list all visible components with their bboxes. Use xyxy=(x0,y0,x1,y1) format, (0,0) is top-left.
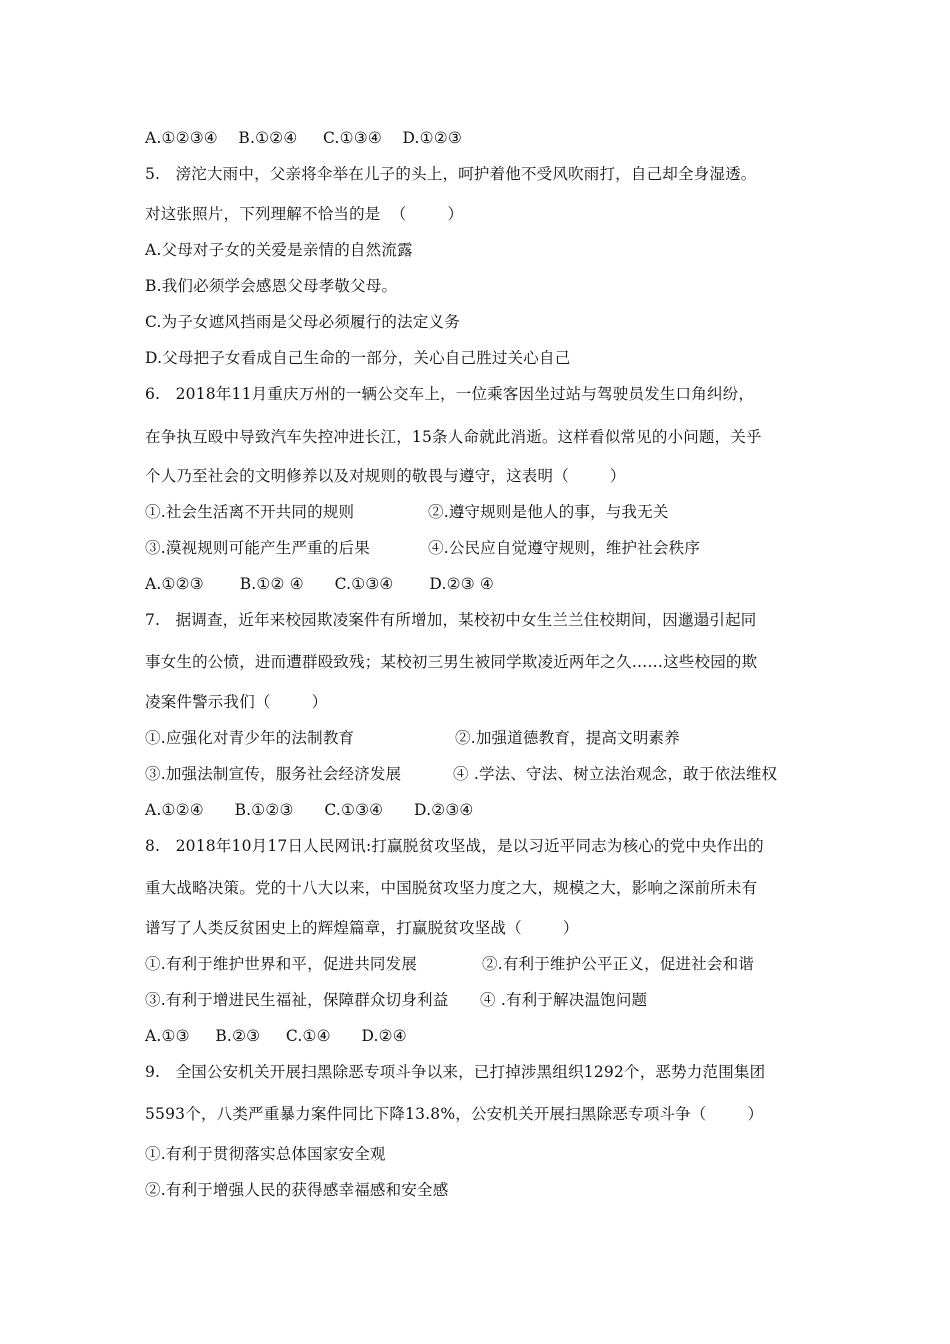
q6-item-2: ②.遵守规则是他人的事，与我无关 xyxy=(428,503,669,521)
q8-item-2: ②.有利于维护公平正义，促进社会和谐 xyxy=(482,955,755,973)
q6-stem-line3: 个人乃至社会的文明修养以及对规则的敬畏与遵守，这表明（ ） xyxy=(145,467,626,485)
q7-stem-line1: 7. 据调查，近年来校园欺凌案件有所增加，某校初中女生兰兰住校期间，因邋遢引起同 xyxy=(145,611,757,629)
q5-option-c: C.为子女遮风挡雨是父母必须履行的法定义务 xyxy=(145,313,460,331)
q5-option-b: B.我们必须学会感恩父母孝敬父母。 xyxy=(145,277,398,295)
q7-item-1: ①.应强化对青少年的法制教育 xyxy=(145,729,355,747)
q6-stem-line1: 6. 2018年11月重庆万州的一辆公交车上，一位乘客因坐过站与驾驶员发生口角纠纷， xyxy=(145,385,755,403)
q6-item-1: ①.社会生活离不开共同的规则 xyxy=(145,503,355,521)
q4-options: A.①②③④ B.①②④ C.①③④ D.①②③ xyxy=(145,129,462,147)
q6-options: A.①②③ B.①② ④ C.①③④ D.②③ ④ xyxy=(145,575,495,593)
q6-item-3: ③.漠视规则可能产生严重的后果 xyxy=(145,539,370,557)
q7-stem-line2: 事女生的公愤，进而遭群殴致残；某校初三男生被同学欺凌近两年之久……这些校园的欺 xyxy=(145,653,758,671)
q9-stem-line1: 9. 全国公安机关开展扫黑除恶专项斗争以来，已打掉涉黑组织1292个，恶势力范围集团 xyxy=(145,1063,766,1081)
q5-stem-line2: 对这张照片，下列理解不恰当的是 （ ） xyxy=(145,205,464,223)
q7-item-2: ②.加强道德教育，提高文明素养 xyxy=(455,729,680,747)
q6-item-4: ④.公民应自觉遵守规则，维护社会秩序 xyxy=(428,539,701,557)
q8-stem-line2: 重大战略决策。党的十八大以来，中国脱贫攻坚力度之大，规模之大，影响之深前所未有 xyxy=(145,879,758,897)
q8-stem-line1: 8. 2018年10月17日人民网讯:打赢脱贫攻坚战，是以习近平同志为核心的党中央作出的 xyxy=(145,837,764,855)
q5-option-d: D.父母把子女看成自己生命的一部分，关心自己胜过关心自己 xyxy=(145,349,571,367)
q8-item-4: ④ .有利于解决温饱问题 xyxy=(480,991,648,1009)
q5-option-a: A.父母对子女的关爱是亲情的自然流露 xyxy=(145,241,413,259)
q9-item-1: ①.有利于贯彻落实总体国家安全观 xyxy=(145,1145,386,1163)
q7-stem-line3: 凌案件警示我们（ ） xyxy=(145,693,328,711)
q6-stem-line2: 在争执互殴中导致汽车失控冲进长江，15条人命就此消逝。这样看似常见的小问题，关乎 xyxy=(145,428,762,446)
q9-stem-line2: 5593个，八类严重暴力案件同比下降13.8%，公安机关开展扫黑除恶专项斗争（ ） xyxy=(145,1105,764,1123)
q9-item-2: ②.有利于增强人民的获得感幸福感和安全感 xyxy=(145,1181,449,1199)
q8-item-1: ①.有利于维护世界和平，促进共同发展 xyxy=(145,955,418,973)
q5-stem-line1: 5. 滂沱大雨中，父亲将伞举在儿子的头上，呵护着他不受风吹雨打，自己却全身湿透。 xyxy=(145,165,757,183)
q7-item-3: ③.加强法制宣传，服务社会经济发展 xyxy=(145,765,402,783)
q8-options: A.①③ B.②③ C.①④ D.②④ xyxy=(145,1027,407,1045)
q8-item-3: ③.有利于增进民生福祉，保障群众切身利益 xyxy=(145,991,449,1009)
q8-stem-line3: 谱写了人类反贫困史上的辉煌篇章，打赢脱贫攻坚战（ ） xyxy=(145,919,579,937)
q7-options: A.①②④ B.①②③ C.①③④ D.②③④ xyxy=(145,801,474,819)
q7-item-4: ④ .学法、守法、树立法治观念，敢于依法维权 xyxy=(453,765,778,783)
